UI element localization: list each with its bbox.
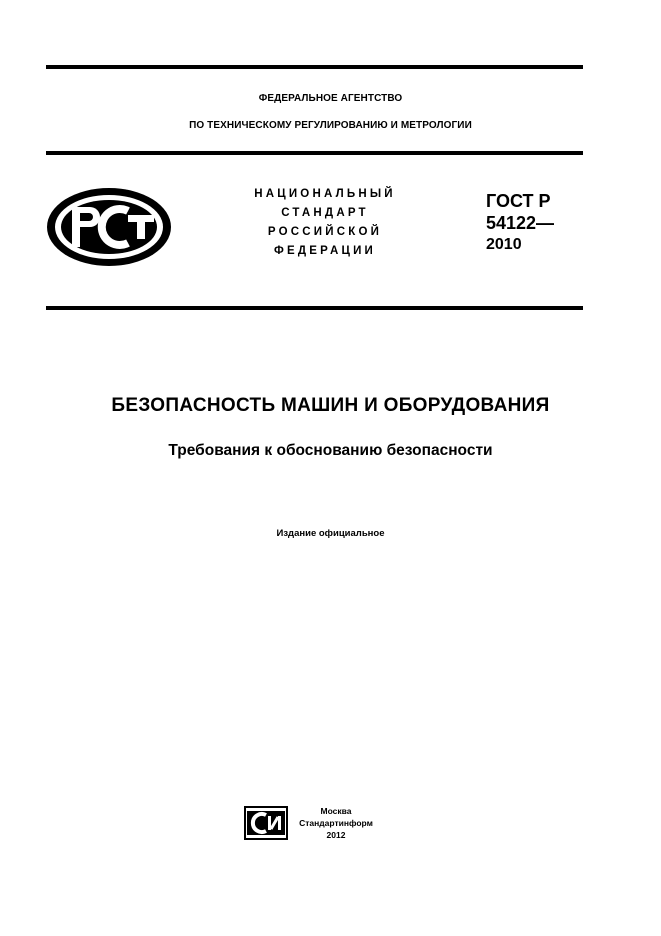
publisher-info bbox=[296, 805, 376, 841]
document-title: БЕЗОПАСНОСТЬ МАШИН И ОБОРУДОВАНИЯ bbox=[111, 395, 550, 416]
publisher-year: 2012 bbox=[326, 830, 346, 840]
document-subtitle: Требования к обоснованию безопасности bbox=[168, 442, 493, 459]
agency-line-2: ПО ТЕХНИЧЕСКОМУ РЕГУЛИРОВАНИЮ И МЕТРОЛОГИИ bbox=[189, 120, 472, 131]
standard-label bbox=[220, 185, 430, 261]
section-rule bbox=[46, 306, 583, 310]
label-line-4: ФЕДЕРАЦИИ bbox=[273, 245, 377, 257]
publisher-name: Стандартинформ bbox=[299, 818, 373, 828]
publisher-city: Москва bbox=[320, 806, 352, 816]
label-line-3: РОССИЙСКОЙ bbox=[267, 226, 383, 238]
label-line-1: НАЦИОНАЛЬНЫЙ bbox=[254, 188, 396, 200]
gost-code-line-2: 54122— bbox=[486, 213, 555, 233]
header-rule bbox=[46, 151, 583, 155]
gost-r-logo bbox=[44, 185, 174, 269]
standartinform-logo bbox=[244, 806, 288, 840]
label-line-2: СТАНДАРТ bbox=[281, 207, 369, 219]
top-rule bbox=[46, 65, 583, 69]
agency-line-1: ФЕДЕРАЛЬНОЕ АГЕНТСТВО bbox=[258, 93, 403, 104]
gost-code-line-3: 2010 bbox=[486, 236, 522, 253]
edition-note: Издание официальное bbox=[276, 528, 385, 539]
gost-code bbox=[486, 190, 554, 256]
gost-code-line-1: ГОСТ Р bbox=[486, 191, 551, 211]
